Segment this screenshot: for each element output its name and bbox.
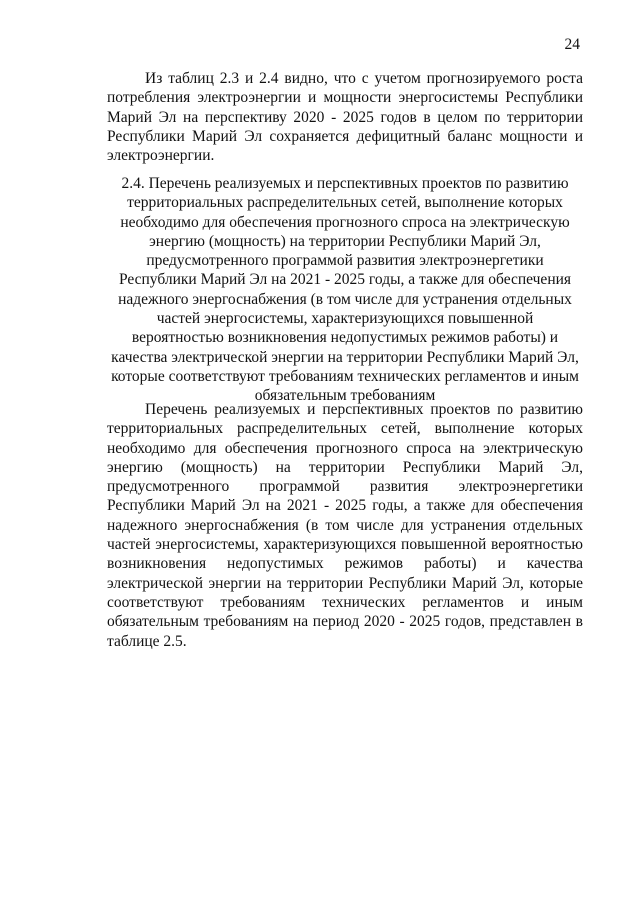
- body-paragraph: Перечень реализуемых и перспективных проектов по развитию территориальных распределительных сетей, выполнение которых необходимо для обеспечения прогнозного спроса на электрическую энергию (мощность) на территории Республики Марий Эл, предусмотренного программой развития электроэнергетики Республики Марий Эл на 2021 - 2025 годы, а также для обеспечения надежного энергоснабжения (в том числе для устранения отдельных частей энергосистемы, характеризующихся повышенной вероятностью возникновения недопустимых режимов работы) и качества электрической энергии на территории Республики Марий Эл, которые соответствуют требованиям технических регламентов и иным обязательным требованиям на период 2020 - 2025 годов, представлен в таблице 2.5.: [107, 401, 583, 650]
- section-heading: 2.4. Перечень реализуемых и перспективных проектов по развитию территориальных распределительных сетей, выполнение которых необходимо для обеспечения прогнозного спроса на электрическую энергию (мощность) на территории Республики Марий Эл, предусмотренного программой развития электроэнергетики Республики Марий Эл на 2021 - 2025 годы, а также для обеспечения надежного энергоснабжения (в том числе для устранения отдельных частей энергосистемы, характеризующихся повышенной вероятностью возникновения недопустимых режимов работы) и качества электрической энергии на территории Республики Марий Эл, которые соответствуют требованиям технических регламентов и иным обязательным требованиям: [111, 175, 579, 405]
- intro-paragraph: Из таблиц 2.3 и 2.4 видно, что с учетом прогнозируемого роста потребления электроэнергии и мощности энергосистемы Республики Марий Эл на перспективу 2020 - 2025 годов в целом по территории Республики Марий Эл сохраняется дефицитный баланс мощности и электроэнергии.: [107, 70, 583, 165]
- page-number: 24: [564, 36, 580, 53]
